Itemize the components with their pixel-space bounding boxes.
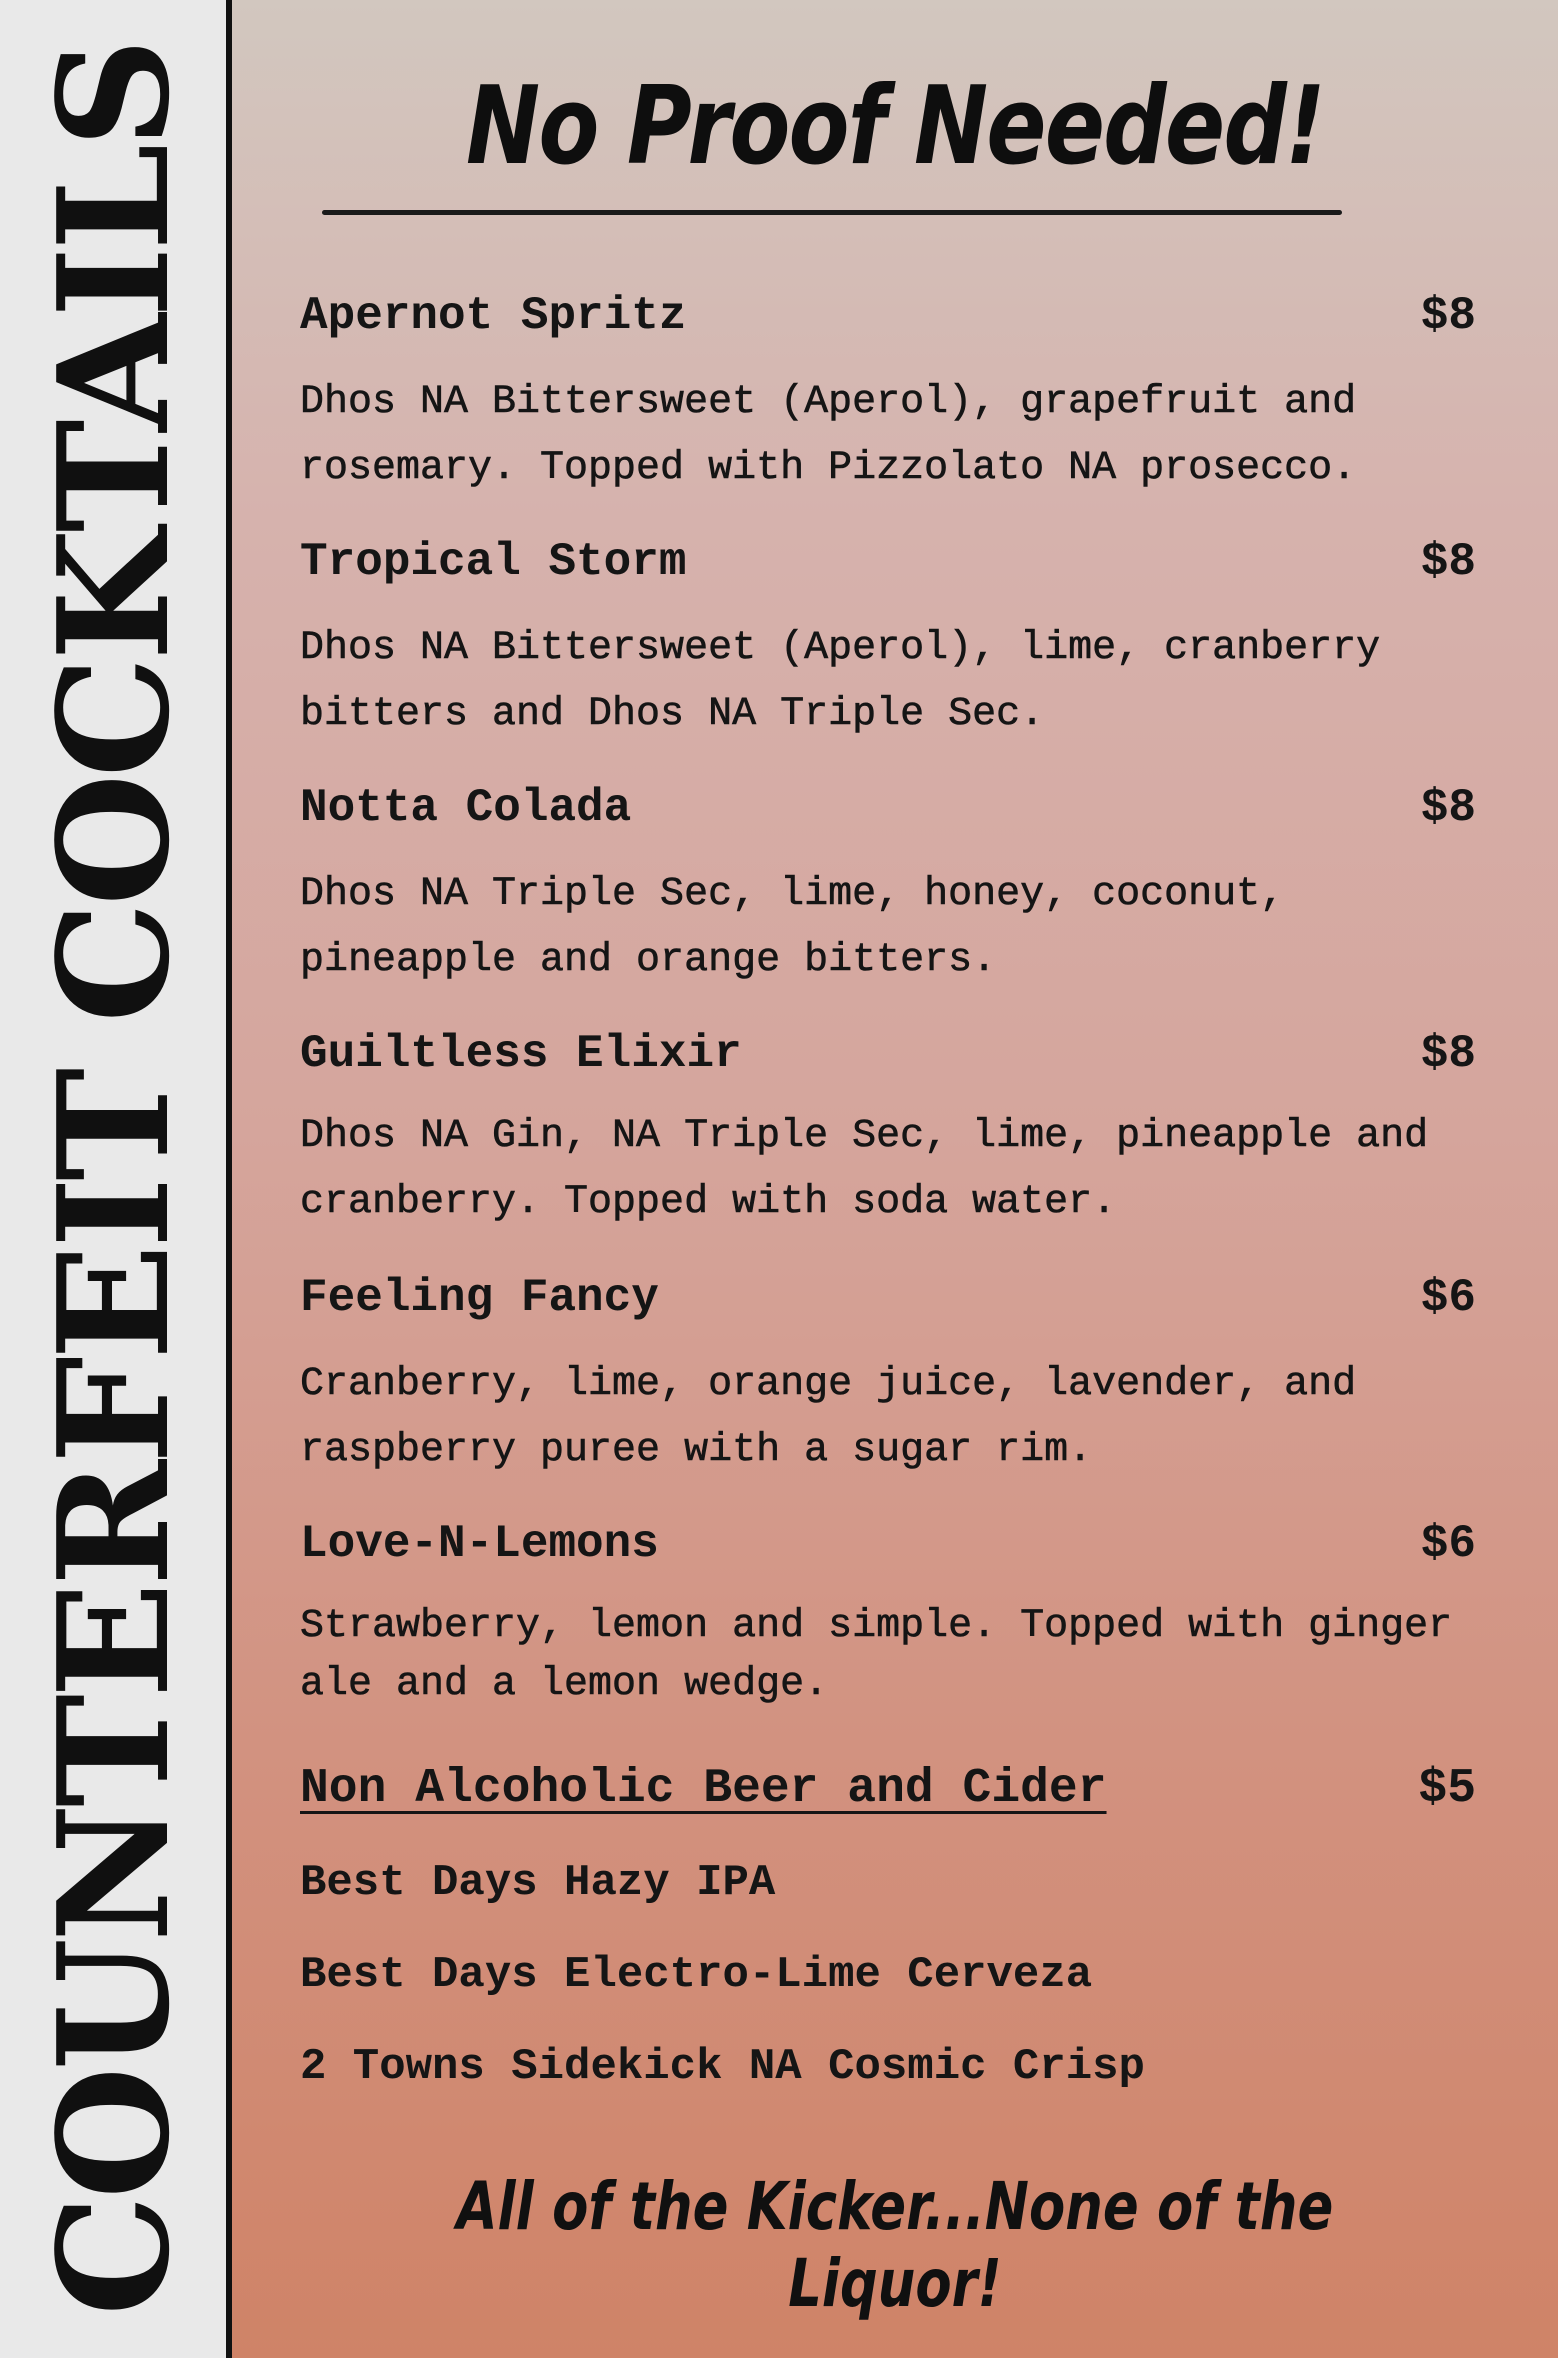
item-description: Dhos NA Triple Sec, lime, honey, coconut, pineapple and orange bitters. — [300, 872, 1285, 983]
item-price: $8 — [1420, 290, 1476, 342]
beer-item: 2 Towns Sidekick NA Cosmic Crisp — [300, 2042, 1145, 2092]
side-panel — [0, 0, 228, 2358]
item-name: Tropical Storm — [300, 536, 687, 588]
item-name: Feeling Fancy — [300, 1272, 659, 1324]
item-name: Notta Colada — [300, 782, 632, 834]
beer-item: Best Days Hazy IPA — [300, 1858, 776, 1908]
item-name: Guiltless Elixir — [300, 1028, 742, 1080]
item-description: Dhos NA Bittersweet (Aperol), grapefruit and rosemary. Topped with Pizzolato NA prosecco. — [300, 380, 1357, 491]
item-name: Apernot Spritz — [300, 290, 687, 342]
side-title: COUNTERFEIT COCKTAILS — [24, 41, 203, 2317]
item-description: Cranberry, lime, orange juice, lavender, and raspberry puree with a sugar rim. — [300, 1362, 1357, 1473]
menu-heading: No Proof Needed! — [466, 64, 1324, 189]
item-price: $8 — [1420, 782, 1476, 834]
beer-section-title: Non Alcoholic Beer and Cider — [300, 1762, 1107, 1816]
heading-underline — [322, 210, 1342, 215]
beer-item: Best Days Electro-Lime Cerveza — [300, 1950, 1093, 2000]
item-name: Love-N-Lemons — [300, 1518, 659, 1570]
item-price: $8 — [1420, 1028, 1476, 1080]
item-price: $6 — [1420, 1518, 1476, 1570]
item-price: $8 — [1420, 536, 1476, 588]
beer-section-price: $5 — [1418, 1762, 1476, 1816]
item-description: Dhos NA Bittersweet (Aperol), lime, cranberry bitters and Dhos NA Triple Sec. — [300, 626, 1381, 737]
footer-tagline: All of the Kicker...None of the Liquor! — [456, 2168, 1334, 2322]
item-price: $6 — [1420, 1272, 1476, 1324]
item-description: Dhos NA Gin, NA Triple Sec, lime, pineapple and cranberry. Topped with soda water. — [300, 1114, 1429, 1225]
item-description: Strawberry, lemon and simple. Topped with ginger ale and a lemon wedge. — [300, 1604, 1453, 1707]
menu-panel — [232, 0, 1558, 2358]
